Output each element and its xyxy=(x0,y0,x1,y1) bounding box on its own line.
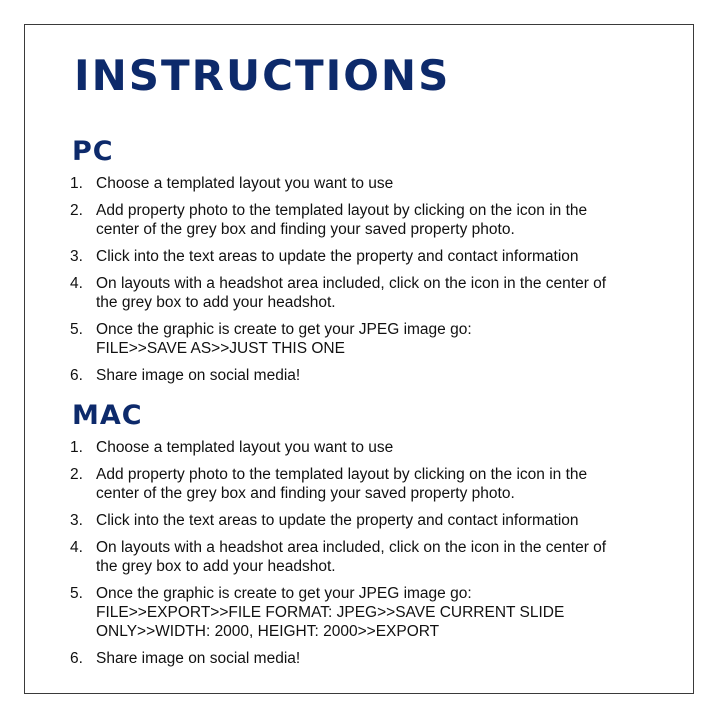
list-item xyxy=(70,465,670,503)
list-item xyxy=(70,584,670,641)
step-number: 3. xyxy=(70,512,83,529)
step-text: Add property photo to the templated layout by clicking on the icon in the center of the grey box and finding your saved property photo. xyxy=(96,466,588,502)
section-heading-mac: MAC xyxy=(72,400,143,431)
list-item xyxy=(70,511,670,530)
list-item xyxy=(70,201,670,239)
step-number: 1. xyxy=(70,175,83,192)
step-number: 2. xyxy=(70,202,83,219)
step-text: Choose a templated layout you want to use xyxy=(96,175,394,192)
step-number: 1. xyxy=(70,439,83,456)
step-text: Click into the text areas to update the property and contact information xyxy=(96,512,579,529)
step-text: Once the graphic is create to get your JPEG image go: FILE>>EXPORT>>FILE FORMAT: JPEG>>SAVE CURRENT SLIDE ONLY>>WIDTH: 2000, HEIGHT: 2000>>EXPORT xyxy=(96,585,565,640)
list-item xyxy=(70,247,670,266)
page-title: INSTRUCTIONS xyxy=(74,51,451,100)
pc-steps-list xyxy=(70,174,670,393)
step-text: On layouts with a headshot area included, click on the icon in the center of the grey box to add your headshot. xyxy=(96,539,607,575)
list-item xyxy=(70,366,670,385)
list-item xyxy=(70,649,670,668)
step-number: 6. xyxy=(70,367,83,384)
step-text: Once the graphic is create to get your JPEG image go: FILE>>SAVE AS>>JUST THIS ONE xyxy=(96,321,472,357)
step-number: 4. xyxy=(70,275,83,292)
list-item xyxy=(70,320,670,358)
list-item xyxy=(70,538,670,576)
section-heading-pc: PC xyxy=(72,136,114,167)
list-item xyxy=(70,438,670,457)
step-number: 5. xyxy=(70,585,83,602)
list-item xyxy=(70,274,670,312)
step-text: Share image on social media! xyxy=(96,650,301,667)
list-item xyxy=(70,174,670,193)
step-number: 6. xyxy=(70,650,83,667)
mac-steps-list xyxy=(70,438,670,676)
step-number: 5. xyxy=(70,321,83,338)
step-number: 3. xyxy=(70,248,83,265)
step-text: Click into the text areas to update the property and contact information xyxy=(96,248,579,265)
step-text: Share image on social media! xyxy=(96,367,301,384)
step-text: On layouts with a headshot area included, click on the icon in the center of the grey box to add your headshot. xyxy=(96,275,607,311)
step-text: Add property photo to the templated layout by clicking on the icon in the center of the grey box and finding your saved property photo. xyxy=(96,202,588,238)
step-number: 2. xyxy=(70,466,83,483)
step-number: 4. xyxy=(70,539,83,556)
step-text: Choose a templated layout you want to use xyxy=(96,439,394,456)
